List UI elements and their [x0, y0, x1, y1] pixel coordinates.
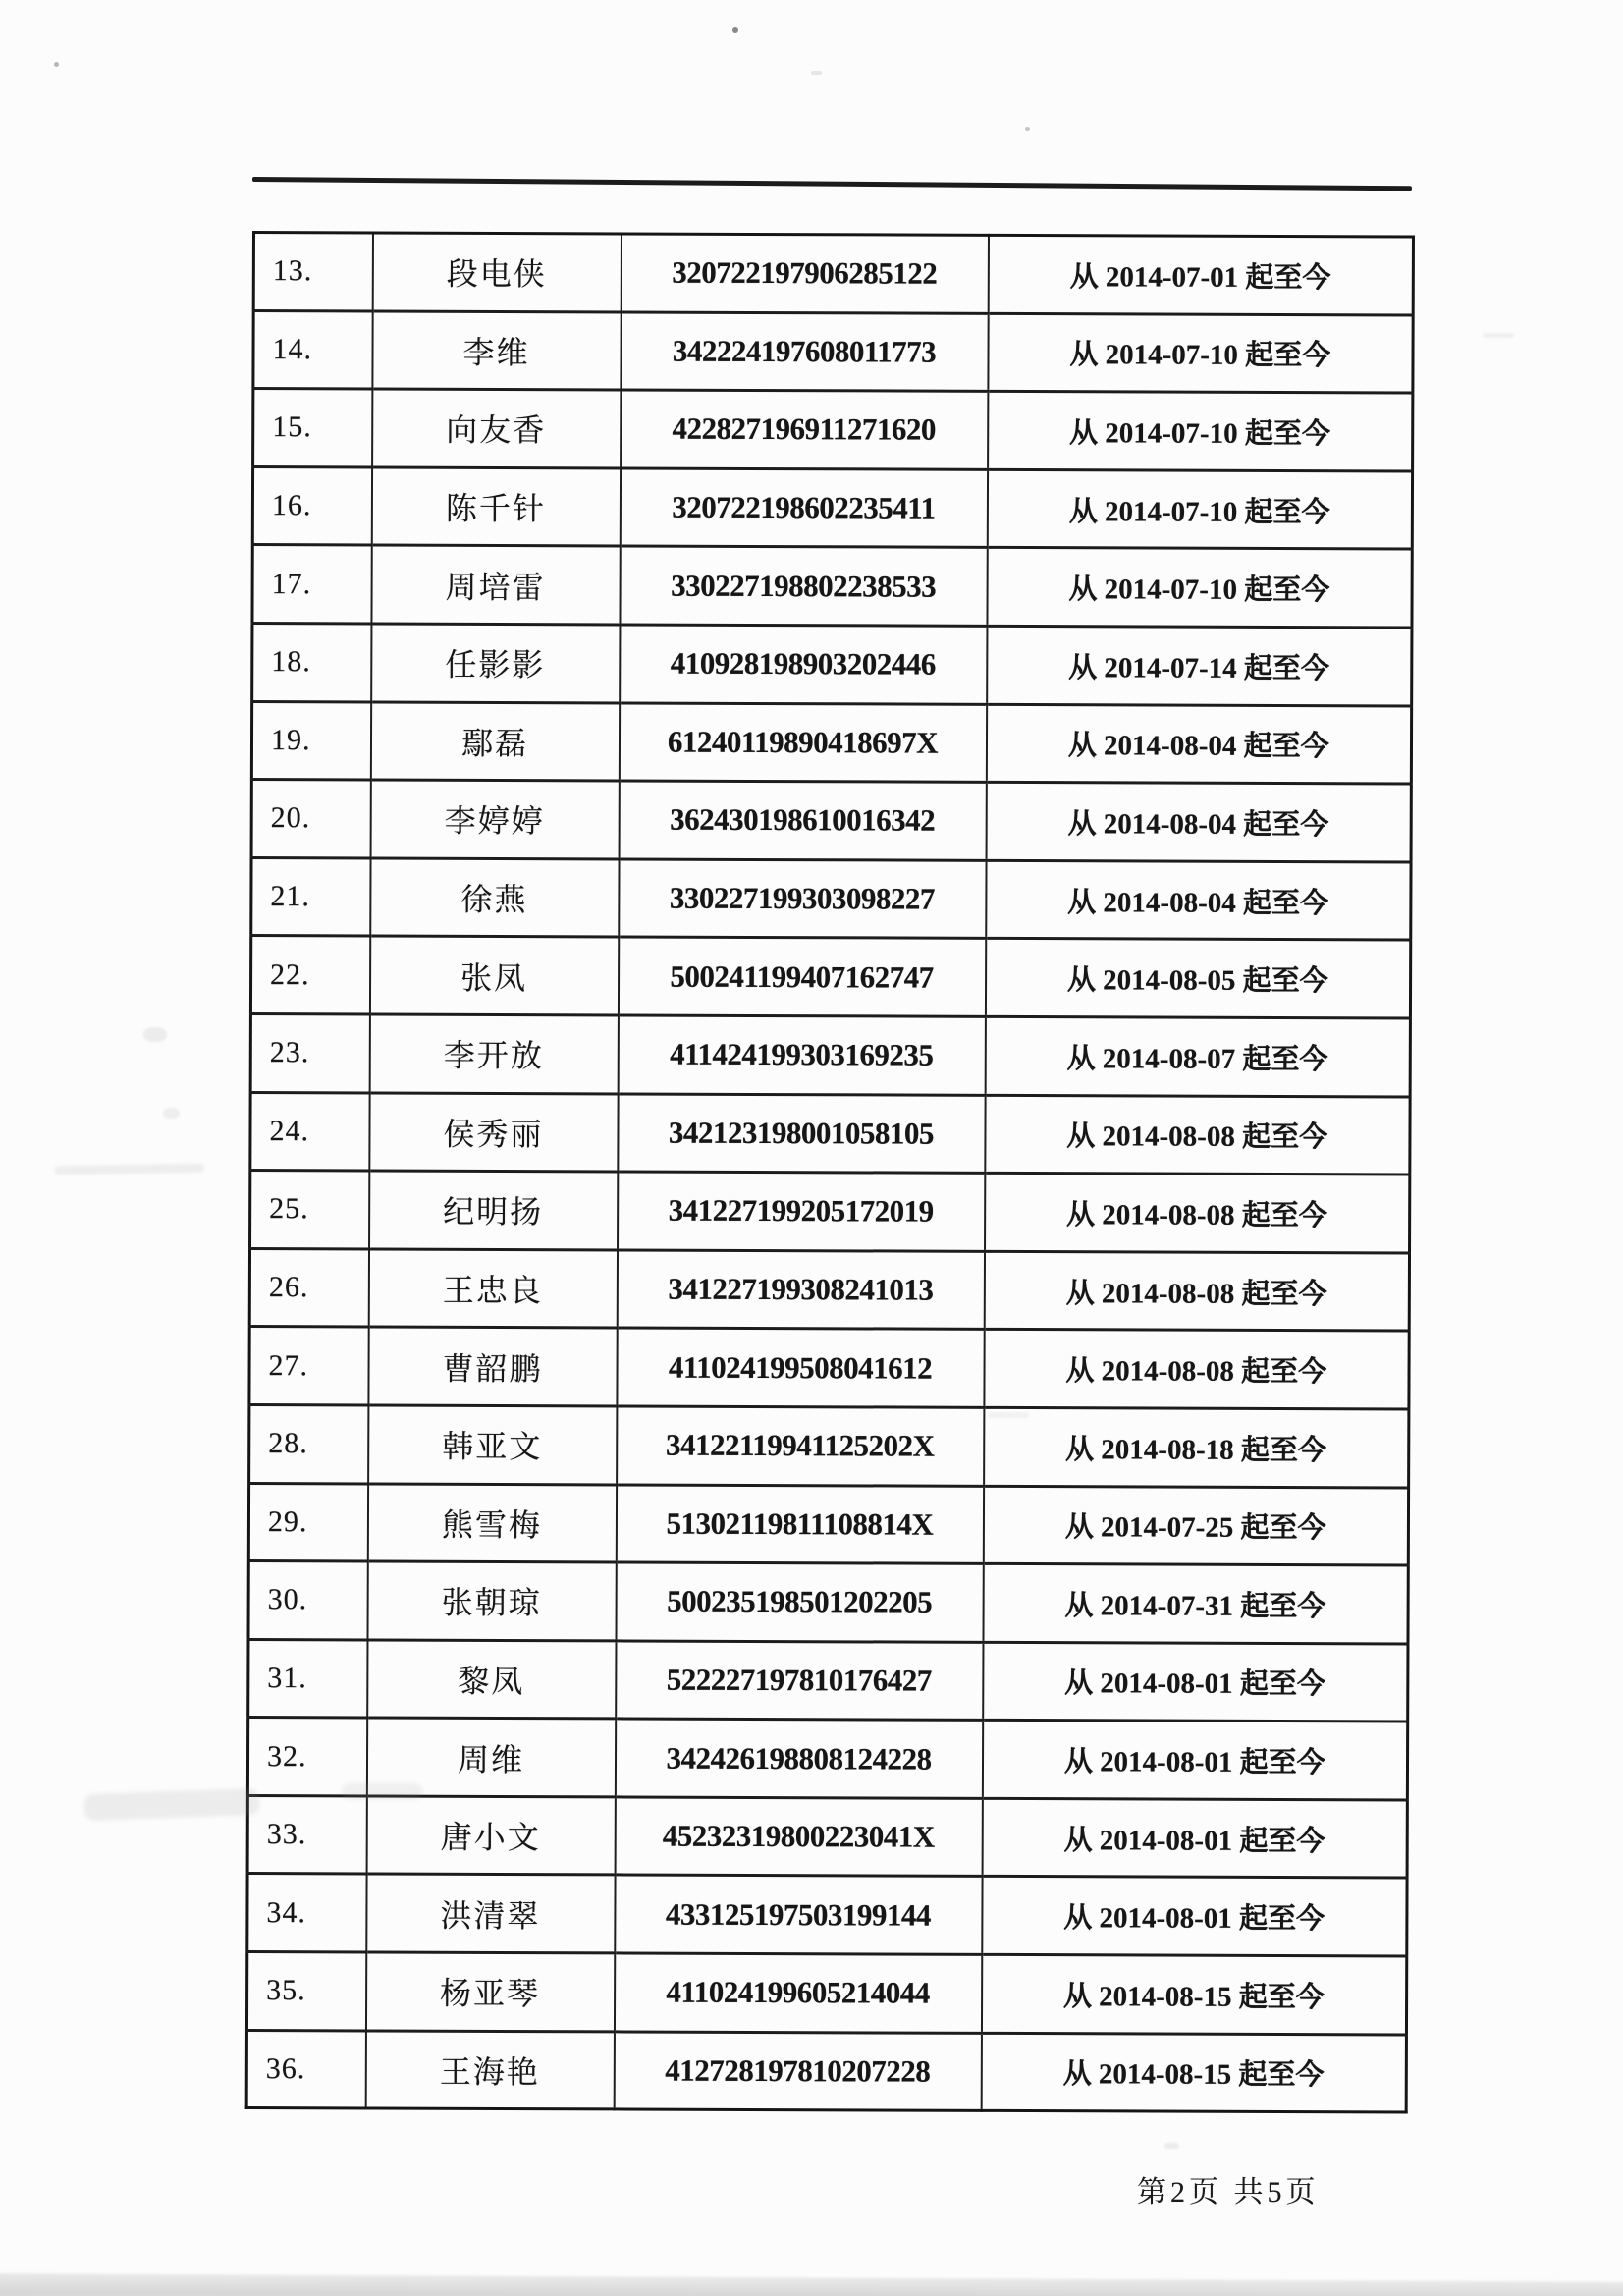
table-row: [251, 701, 1411, 784]
employment-period-cell: 从 2014-08-07 起至今: [985, 1016, 1410, 1096]
page-number: 第2页 共5页: [1137, 2176, 1320, 2209]
person-name-cell: 徐燕: [370, 858, 619, 938]
table-row: [249, 1404, 1409, 1487]
employment-period-cell: 从 2014-08-01 起至今: [982, 1877, 1407, 1956]
employment-period-cell: 从 2014-07-10 起至今: [988, 392, 1413, 471]
person-name-cell: 韩亚文: [368, 1405, 617, 1485]
table-row: [253, 310, 1413, 393]
person-name-cell: 纪明扬: [369, 1171, 618, 1250]
person-name-cell: 张凤: [369, 936, 618, 1015]
employment-period-cell: 从 2014-08-15 起至今: [981, 1954, 1406, 2034]
scan-edge-shadow: [0, 2273, 1623, 2296]
table-row: [250, 1013, 1410, 1096]
employment-period-cell: 从 2014-08-04 起至今: [986, 704, 1411, 784]
row-number-cell: 33.: [247, 1795, 366, 1874]
table-row: [251, 780, 1411, 862]
table-row: [252, 466, 1412, 549]
id-number-cell: 522227197810176427: [616, 1641, 983, 1721]
row-number-cell: 36.: [246, 2030, 365, 2108]
id-number-cell: 411024199508041612: [617, 1328, 984, 1407]
employment-period-cell: 从 2014-08-08 起至今: [984, 1251, 1409, 1331]
person-name-cell: 曹韶鹏: [368, 1327, 617, 1406]
row-number-cell: 19.: [251, 701, 370, 780]
employment-period-cell: 从 2014-08-04 起至今: [986, 860, 1411, 940]
id-number-cell: 412728197810207228: [614, 2032, 981, 2111]
person-name-cell: 向友香: [372, 389, 621, 468]
id-number-cell: 45232319800223041X: [615, 1797, 982, 1877]
scan-speck: [1025, 127, 1030, 131]
row-number-cell: 16.: [252, 466, 371, 545]
id-number-cell: 433125197503199144: [615, 1875, 982, 1954]
row-number-cell: 18.: [252, 623, 371, 701]
table-row: [252, 623, 1412, 705]
row-number-cell: 13.: [272, 254, 313, 288]
employment-period-cell: 从 2014-07-25 起至今: [983, 1486, 1408, 1565]
id-number-cell: 342224197608011773: [621, 312, 988, 392]
table-row: [253, 233, 1413, 315]
person-name-cell: 李婷婷: [370, 780, 619, 859]
id-number-cell: 341227199308241013: [617, 1250, 984, 1330]
table-row: [249, 1327, 1409, 1409]
scan-smudge: [143, 1027, 167, 1042]
table-row: [246, 1952, 1406, 2035]
employment-period-cell: 从 2014-07-14 起至今: [987, 626, 1412, 705]
id-number-cell: 51302119811108814X: [616, 1484, 983, 1563]
header-rule: [252, 177, 1412, 191]
row-number-cell: 23.: [250, 1013, 369, 1092]
scan-speck: [732, 27, 738, 33]
scan-speck: [1164, 2143, 1179, 2149]
id-number-cell: 500235198501202205: [616, 1562, 983, 1642]
table-row: [246, 2030, 1406, 2112]
id-number-cell: 341227199205172019: [618, 1172, 985, 1251]
person-name-cell: 黎凤: [367, 1640, 616, 1720]
table-row: [248, 1639, 1408, 1722]
scan-speck: [811, 71, 822, 75]
roster-table-body: [246, 233, 1413, 2113]
table-row: [253, 389, 1413, 471]
table-row: [247, 1718, 1407, 1800]
id-number-cell: 342426198808124228: [615, 1719, 982, 1798]
person-name-cell: 张朝琼: [367, 1561, 616, 1641]
person-name-cell: 王忠良: [368, 1249, 617, 1329]
row-number-cell: 26.: [249, 1248, 368, 1327]
person-name-cell: 周维: [366, 1718, 615, 1797]
row-number-cell: 35.: [246, 1952, 365, 2031]
id-number-cell: 330227199303098227: [619, 859, 986, 939]
table-row: [248, 1561, 1408, 1644]
row-number-cell: 28.: [249, 1404, 368, 1483]
row-number-cell: 29.: [248, 1483, 367, 1561]
person-name-cell: 杨亚琴: [365, 1952, 614, 2032]
id-number-cell: 330227198802238533: [620, 546, 987, 626]
employment-period-cell: 从 2014-08-08 起至今: [985, 1095, 1410, 1175]
id-number-cell: 411424199303169235: [618, 1015, 985, 1095]
table-row: [250, 936, 1410, 1018]
employment-period-cell: 从 2014-08-04 起至今: [986, 783, 1411, 862]
row-number-cell: 20.: [251, 780, 370, 858]
table-row: [248, 1483, 1408, 1565]
person-name-cell: 王海艳: [365, 2031, 614, 2110]
employment-period-cell: 从 2014-08-01 起至今: [982, 1798, 1407, 1878]
row-number-cell: 22.: [250, 936, 369, 1014]
table-row: [249, 1248, 1409, 1331]
row-number-cell: 30.: [248, 1561, 367, 1640]
scan-smudge: [55, 1164, 204, 1175]
employment-period-cell: 从 2014-08-01 起至今: [982, 1721, 1407, 1800]
person-name-cell: 周培雷: [371, 545, 620, 625]
scan-speck: [54, 62, 59, 67]
table-row: [252, 545, 1412, 628]
person-name-cell: 熊雪梅: [367, 1483, 616, 1562]
id-number-cell: 320722197906285122: [621, 234, 988, 313]
employment-period-cell: 从 2014-07-10 起至今: [987, 469, 1412, 549]
scan-smudge: [163, 1108, 180, 1119]
id-number-cell: 34122119941125202X: [617, 1406, 984, 1486]
table-row: [247, 1795, 1407, 1878]
scan-speck: [1483, 333, 1514, 338]
employment-period-cell: 从 2014-08-08 起至今: [984, 1330, 1409, 1409]
person-name-cell: 李维: [372, 311, 621, 391]
id-number-cell: 411024199605214044: [614, 1953, 981, 2033]
row-number-cell: 17.: [252, 545, 371, 624]
personnel-roster-table: [245, 231, 1415, 2114]
id-number-cell: 342123198001058105: [618, 1093, 985, 1173]
row-number-cell: 31.: [248, 1639, 367, 1718]
person-name-cell: 鄢磊: [370, 702, 619, 782]
row-number-cell: 14.: [253, 310, 372, 389]
row-number-cell: 34.: [247, 1874, 366, 1952]
employment-period-cell: 从 2014-08-05 起至今: [985, 939, 1410, 1018]
employment-period-cell: 从 2014-08-01 起至今: [983, 1642, 1408, 1722]
table-row: [250, 1092, 1410, 1175]
table-row: [251, 857, 1411, 940]
id-number-cell: 422827196911271620: [621, 390, 988, 469]
id-number-cell: 410928198903202446: [620, 625, 987, 704]
row-number-cell: 25.: [250, 1171, 369, 1249]
person-name-cell: 段电侠: [372, 233, 621, 312]
person-name-cell: 陈千针: [371, 467, 620, 547]
id-number-cell: 320722198602235411: [620, 468, 987, 548]
row-number-cell: 15.: [253, 389, 372, 467]
employment-period-cell: 从 2014-08-18 起至今: [984, 1407, 1409, 1487]
employment-period-cell: 从 2014-07-10 起至今: [988, 313, 1413, 393]
employment-period-cell: 从 2014-07-31 起至今: [983, 1563, 1408, 1643]
id-number-cell: 61240119890418697X: [619, 703, 986, 783]
person-name-cell: 唐小文: [366, 1796, 615, 1876]
id-number-cell: 500241199407162747: [618, 937, 985, 1016]
row-number-cell: 24.: [250, 1092, 369, 1171]
person-name-cell: 侯秀丽: [369, 1092, 618, 1172]
row-number-cell: 32.: [247, 1718, 366, 1796]
employment-period-cell: 从 2014-07-10 起至今: [987, 548, 1412, 628]
employment-period-cell: 从 2014-08-15 起至今: [981, 2033, 1406, 2112]
table-row: [250, 1171, 1410, 1253]
person-name-cell: 洪清翠: [366, 1874, 615, 1953]
scan-smudge: [84, 1788, 260, 1821]
employment-period-cell: 从 2014-07-01 起至今: [988, 235, 1413, 314]
table-row: [247, 1874, 1407, 1956]
row-number-cell: 27.: [249, 1327, 368, 1405]
employment-period-cell: 从 2014-08-08 起至今: [985, 1173, 1410, 1252]
id-number-cell: 362430198610016342: [619, 781, 986, 860]
row-number-cell: 21.: [251, 857, 370, 936]
person-name-cell: 李开放: [369, 1014, 618, 1094]
person-name-cell: 任影影: [371, 624, 620, 703]
